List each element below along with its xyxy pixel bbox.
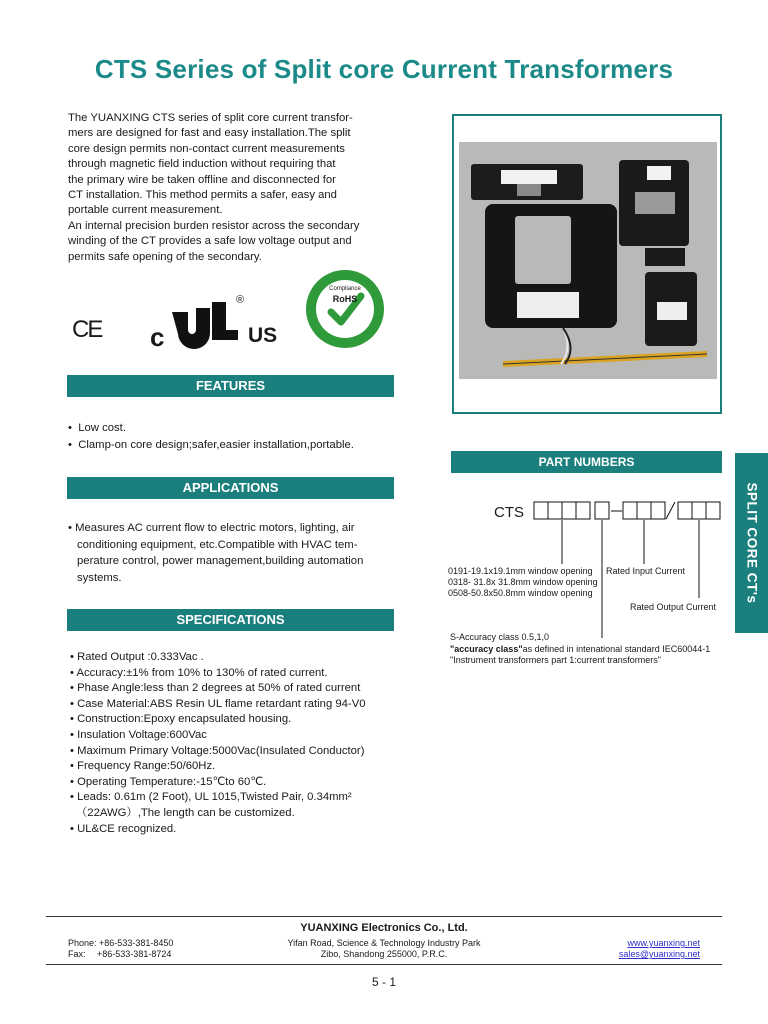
current-transformers-photo-icon xyxy=(459,142,717,379)
intro-line: portable current measurement. xyxy=(68,204,223,217)
ul-recognized-logo xyxy=(150,294,290,350)
list-item: • Phase Angle:less than 2 degrees at 50% of rated current xyxy=(70,682,361,695)
list-item: • Leads: 0.61m (2 Foot), UL 1015,Twisted Pair, 0.34mm² xyxy=(70,791,352,804)
list-item: • Construction:Epoxy encapsulated housing. xyxy=(70,713,292,726)
phone-label: Phone: xyxy=(68,938,97,948)
applications-line: conditioning equipment, etc.Compatible with HVAC tem- xyxy=(77,538,358,551)
address-line-2: Zibo, Shandong 255000, P.R.C. xyxy=(320,949,448,959)
rohs-compliance-text: Compliance xyxy=(329,286,361,292)
list-item: • Low cost. xyxy=(68,422,126,434)
features-heading: FEATURES xyxy=(67,375,394,397)
ul-us-label: US xyxy=(248,324,278,347)
accuracy-class-term: "accuracy class" xyxy=(450,644,523,654)
list-item: • UL&CE recognized. xyxy=(70,822,177,835)
list-item: • Insulation Voltage:600Vac xyxy=(70,728,207,741)
page-number: 5 - 1 xyxy=(371,975,396,989)
list-item: • Frequency Range:50/60Hz. xyxy=(70,760,216,773)
specifications-heading: SPECIFICATIONS xyxy=(67,609,394,631)
website-link[interactable]: www.yuanxing.net xyxy=(627,938,700,948)
email-link[interactable]: sales@yuanxing.net xyxy=(618,949,700,959)
intro-paragraph xyxy=(68,111,400,265)
list-item: • Case Material:ABS Resin UL flame retardant rating 94-V0 xyxy=(70,697,366,710)
ul-c-label: c xyxy=(150,322,165,352)
window-option: 0508-50.8x50.8mm window opening xyxy=(448,588,593,598)
features-list xyxy=(68,420,354,453)
accuracy-definition: as defined in intenational standard IEC60044-1 xyxy=(522,644,711,654)
product-photo xyxy=(459,142,717,379)
part-number-code-diagram xyxy=(448,490,730,680)
list-item: （22AWG）,The length can be customized. xyxy=(76,806,295,819)
intro-line: winding of the CT provides a safe low voltage output and xyxy=(68,235,352,248)
list-item: • Rated Output :0.333Vac . xyxy=(70,651,204,663)
intro-line: The YUANXING CTS series of split core current transfor- xyxy=(68,112,353,124)
phone-number: +86-533-381-8450 xyxy=(99,938,174,948)
company-name: YUANXING Electronics Co., Ltd. xyxy=(300,922,468,934)
footer xyxy=(46,916,722,965)
rohs-label: RoHS xyxy=(332,294,358,304)
part-numbers-heading: PART NUMBERS xyxy=(451,451,722,473)
list-item: • Maximum Primary Voltage:5000Vac(Insulated Conductor) xyxy=(70,744,365,757)
applications-line: perature control, power management,building automation xyxy=(77,555,364,567)
fax-label: Fax: xyxy=(68,949,86,959)
applications-line: • Measures AC current flow to electric motors, lighting, air xyxy=(68,522,355,534)
rated-input-label: Rated Input Current xyxy=(606,566,686,576)
page-title: CTS Series of Split core Current Transformers xyxy=(94,54,674,84)
applications-text xyxy=(68,520,398,586)
applications-line: systems. xyxy=(77,571,122,584)
accuracy-line-1: S-Accuracy class 0.5,1,0 xyxy=(450,632,550,642)
side-tab xyxy=(735,453,768,633)
address-line-1: Yifan Road, Science & Technology Industry Park xyxy=(287,938,481,948)
intro-line: core design permits non-contact current measurements xyxy=(68,142,345,155)
intro-line: permits safe opening of the secondary. xyxy=(68,250,262,263)
list-item: • Accuracy:±1% from 10% to 130% of rated current. xyxy=(70,666,328,679)
intro-line: through magnetic field induction without requiring that xyxy=(68,158,336,171)
rated-output-label: Rated Output Current xyxy=(630,602,717,612)
intro-line: the primary wire be taken offline and disconnected for xyxy=(68,173,336,186)
fax-number: +86-533-381-8724 xyxy=(97,949,172,959)
rohs-badge-icon xyxy=(304,268,386,350)
applications-heading: APPLICATIONS xyxy=(67,477,394,499)
window-option: 0318- 31.8x 31.8mm window opening xyxy=(448,577,598,587)
intro-line: An internal precision burden resistor across the secondary xyxy=(68,219,360,232)
list-item: • Operating Temperature:-15℃to 60℃. xyxy=(70,775,267,788)
intro-line: mers are designed for fast and easy installation.The split xyxy=(68,127,351,140)
specifications-list xyxy=(70,650,410,837)
list-item: • Clamp-on core design;safer,easier installation,portable. xyxy=(68,438,354,451)
ce-mark-logo: CE xyxy=(72,316,102,343)
side-tab-label: SPLIT CORE CT's xyxy=(744,482,759,604)
rohs-compliance-logo xyxy=(304,268,386,350)
accuracy-line-3: "Instrument transformers part 1:current transformers" xyxy=(450,655,661,665)
intro-line: CT installation. This method permits a safer, easy and xyxy=(68,189,337,202)
accuracy-line-2 xyxy=(450,644,710,654)
ul-registered-symbol: ® xyxy=(236,294,245,306)
window-option: 0191-19.1x19.1mm window opening xyxy=(448,566,593,576)
part-number-prefix: CTS xyxy=(494,504,524,521)
